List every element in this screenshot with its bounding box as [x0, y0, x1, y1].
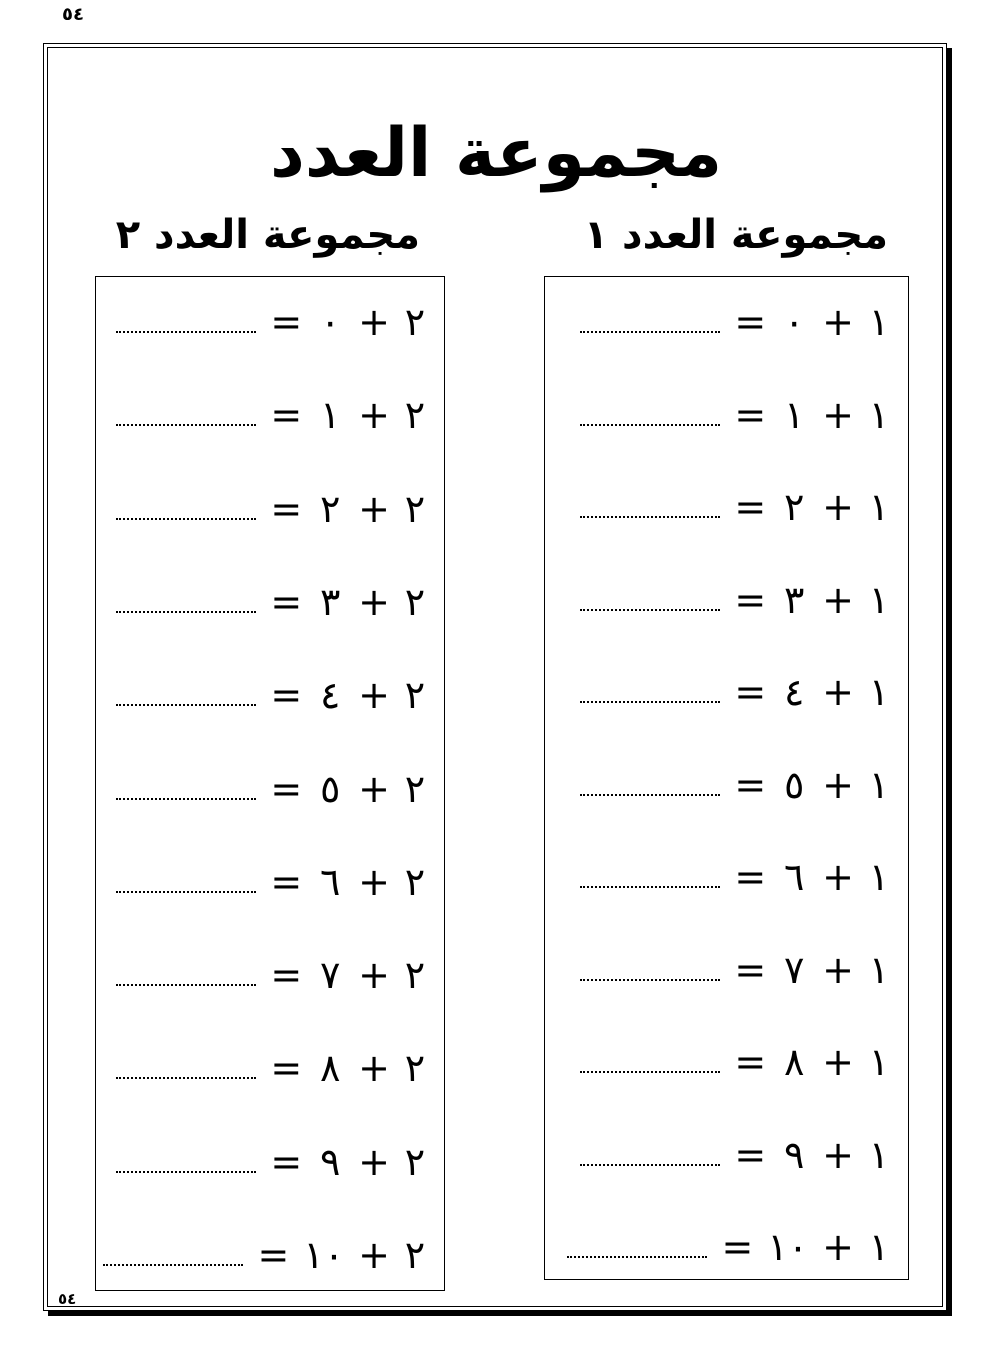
equation-row	[580, 482, 890, 532]
equals-sign: =	[734, 577, 767, 622]
addend-a: ٢	[404, 300, 426, 344]
plus-sign: +	[822, 855, 854, 899]
plus-sign: +	[822, 762, 854, 807]
plus-sign: +	[358, 393, 390, 438]
addend-a: ١	[868, 392, 890, 437]
addend-b: ٣	[319, 579, 341, 624]
equation-row	[580, 297, 890, 347]
equals-sign: =	[734, 392, 767, 437]
answer-blank[interactable]	[580, 886, 720, 888]
equals-sign: =	[734, 762, 767, 807]
answer-blank[interactable]	[580, 979, 720, 981]
addend-a: ٢	[404, 859, 426, 904]
addend-b: ٥	[319, 766, 341, 811]
answer-blank[interactable]	[580, 516, 720, 518]
equation-row	[103, 1230, 426, 1280]
equation-row	[580, 1130, 890, 1180]
addend-b: ٧	[319, 953, 341, 998]
equation-row	[580, 390, 890, 440]
answer-blank[interactable]	[116, 518, 256, 520]
equals-sign: =	[721, 1225, 754, 1269]
addend-b: ٩	[783, 1132, 805, 1177]
plus-sign: +	[358, 486, 390, 531]
equation-row	[116, 1043, 426, 1093]
equals-sign: =	[270, 1139, 303, 1184]
addend-a: ١	[868, 1040, 890, 1084]
page-number-bottom: ٥٤	[58, 1290, 77, 1308]
column-1-title: مجموعة العدد ١	[583, 212, 888, 258]
plus-sign: +	[358, 1233, 390, 1277]
addend-a: ١	[868, 670, 890, 714]
answer-blank[interactable]	[116, 424, 256, 426]
addend-b: ٨	[319, 1046, 341, 1091]
equation-row	[580, 575, 890, 625]
addend-a: ١	[868, 300, 890, 344]
addend-a: ٢	[404, 579, 426, 624]
addend-b: ٩	[319, 1139, 341, 1184]
plus-sign: +	[358, 1046, 390, 1091]
addend-a: ٢	[404, 1233, 426, 1277]
answer-blank[interactable]	[116, 798, 256, 800]
answer-blank[interactable]	[116, 1171, 256, 1173]
plus-sign: +	[358, 953, 390, 998]
addend-a: ٢	[404, 766, 426, 811]
plus-sign: +	[358, 859, 390, 904]
equation-row	[116, 297, 426, 347]
equals-sign: =	[270, 953, 303, 998]
plus-sign: +	[358, 300, 390, 344]
plus-sign: +	[358, 579, 390, 624]
answer-blank[interactable]	[116, 984, 256, 986]
equals-sign: =	[270, 579, 303, 624]
addend-a: ٢	[404, 673, 426, 718]
plus-sign: +	[822, 392, 854, 437]
worksheet-frame	[43, 43, 947, 1311]
equals-sign: =	[734, 947, 767, 992]
addend-a: ٢	[404, 1046, 426, 1091]
equation-row	[580, 1037, 890, 1087]
answer-blank[interactable]	[116, 1077, 256, 1079]
equals-sign: =	[270, 300, 303, 344]
equals-sign: =	[270, 859, 303, 904]
addend-b: ٢	[319, 486, 341, 531]
answer-blank[interactable]	[580, 794, 720, 796]
plus-sign: +	[822, 1132, 854, 1177]
equals-sign: =	[270, 393, 303, 438]
addend-b: ٤	[319, 673, 341, 718]
addend-a: ١	[868, 577, 890, 622]
equals-sign: =	[734, 300, 767, 344]
addend-a: ١	[868, 1132, 890, 1177]
equals-sign: =	[734, 1040, 767, 1084]
answer-blank[interactable]	[580, 609, 720, 611]
equation-row	[580, 852, 890, 902]
addend-b: ١٠	[303, 1233, 345, 1277]
plus-sign: +	[822, 1040, 854, 1084]
equals-sign: =	[734, 485, 767, 529]
plus-sign: +	[822, 947, 854, 992]
equals-sign: =	[270, 766, 303, 811]
equation-row	[116, 950, 426, 1000]
equals-sign: =	[270, 486, 303, 531]
equation-row	[116, 670, 426, 720]
column-2-box	[95, 276, 445, 1291]
equals-sign: =	[734, 1132, 767, 1177]
plus-sign: +	[822, 670, 854, 714]
worksheet-title: مجموعة العدد	[269, 114, 723, 193]
equation-row	[116, 857, 426, 907]
addend-a: ١	[868, 762, 890, 807]
page-number-top: ٥٤	[62, 4, 84, 25]
answer-blank[interactable]	[116, 611, 256, 613]
plus-sign: +	[358, 1139, 390, 1184]
addend-b: ١	[783, 392, 805, 437]
equals-sign: =	[734, 670, 767, 714]
addend-b: ٨	[783, 1040, 805, 1084]
addend-b: ٣	[783, 577, 805, 622]
addend-a: ٢	[404, 953, 426, 998]
column-2-title: مجموعة العدد ٢	[115, 212, 420, 258]
addend-a: ١	[868, 1225, 890, 1269]
addend-b: ١٠	[767, 1225, 809, 1269]
addend-b: ٦	[783, 855, 805, 899]
plus-sign: +	[358, 766, 390, 811]
addend-b: ٥	[783, 762, 805, 807]
equals-sign: =	[270, 1046, 303, 1091]
answer-blank[interactable]	[580, 1071, 720, 1073]
answer-blank[interactable]	[567, 1256, 707, 1258]
equals-sign: =	[257, 1233, 290, 1277]
addend-b: ٢	[783, 485, 805, 529]
plus-sign: +	[822, 577, 854, 622]
answer-blank[interactable]	[580, 424, 720, 426]
addend-a: ٢	[404, 393, 426, 438]
plus-sign: +	[822, 300, 854, 344]
addend-a: ٢	[404, 486, 426, 531]
answer-blank[interactable]	[116, 331, 256, 333]
equation-row	[116, 577, 426, 627]
equation-row	[580, 667, 890, 717]
equation-row	[580, 760, 890, 810]
plus-sign: +	[822, 1225, 854, 1269]
equation-row	[580, 945, 890, 995]
answer-blank[interactable]	[580, 701, 720, 703]
addend-b: ٧	[783, 947, 805, 992]
equation-row	[116, 764, 426, 814]
equals-sign: =	[734, 855, 767, 899]
answer-blank[interactable]	[116, 704, 256, 706]
addend-b: ٤	[783, 670, 805, 714]
plus-sign: +	[358, 673, 390, 718]
equation-row	[116, 390, 426, 440]
addend-a: ٢	[404, 1139, 426, 1184]
answer-blank[interactable]	[580, 1164, 720, 1166]
equation-row	[116, 484, 426, 534]
equation-row	[116, 1137, 426, 1187]
addend-a: ١	[868, 855, 890, 899]
equation-row	[567, 1222, 890, 1272]
plus-sign: +	[822, 485, 854, 529]
addend-b: ٦	[319, 859, 341, 904]
addend-a: ١	[868, 947, 890, 992]
answer-blank[interactable]	[116, 891, 256, 893]
addend-b: ٠	[783, 300, 805, 344]
addend-b: ٠	[319, 300, 341, 344]
addend-a: ١	[868, 485, 890, 529]
equals-sign: =	[270, 673, 303, 718]
column-1-box	[544, 276, 909, 1280]
answer-blank[interactable]	[103, 1264, 243, 1266]
answer-blank[interactable]	[580, 331, 720, 333]
addend-b: ١	[319, 393, 341, 438]
